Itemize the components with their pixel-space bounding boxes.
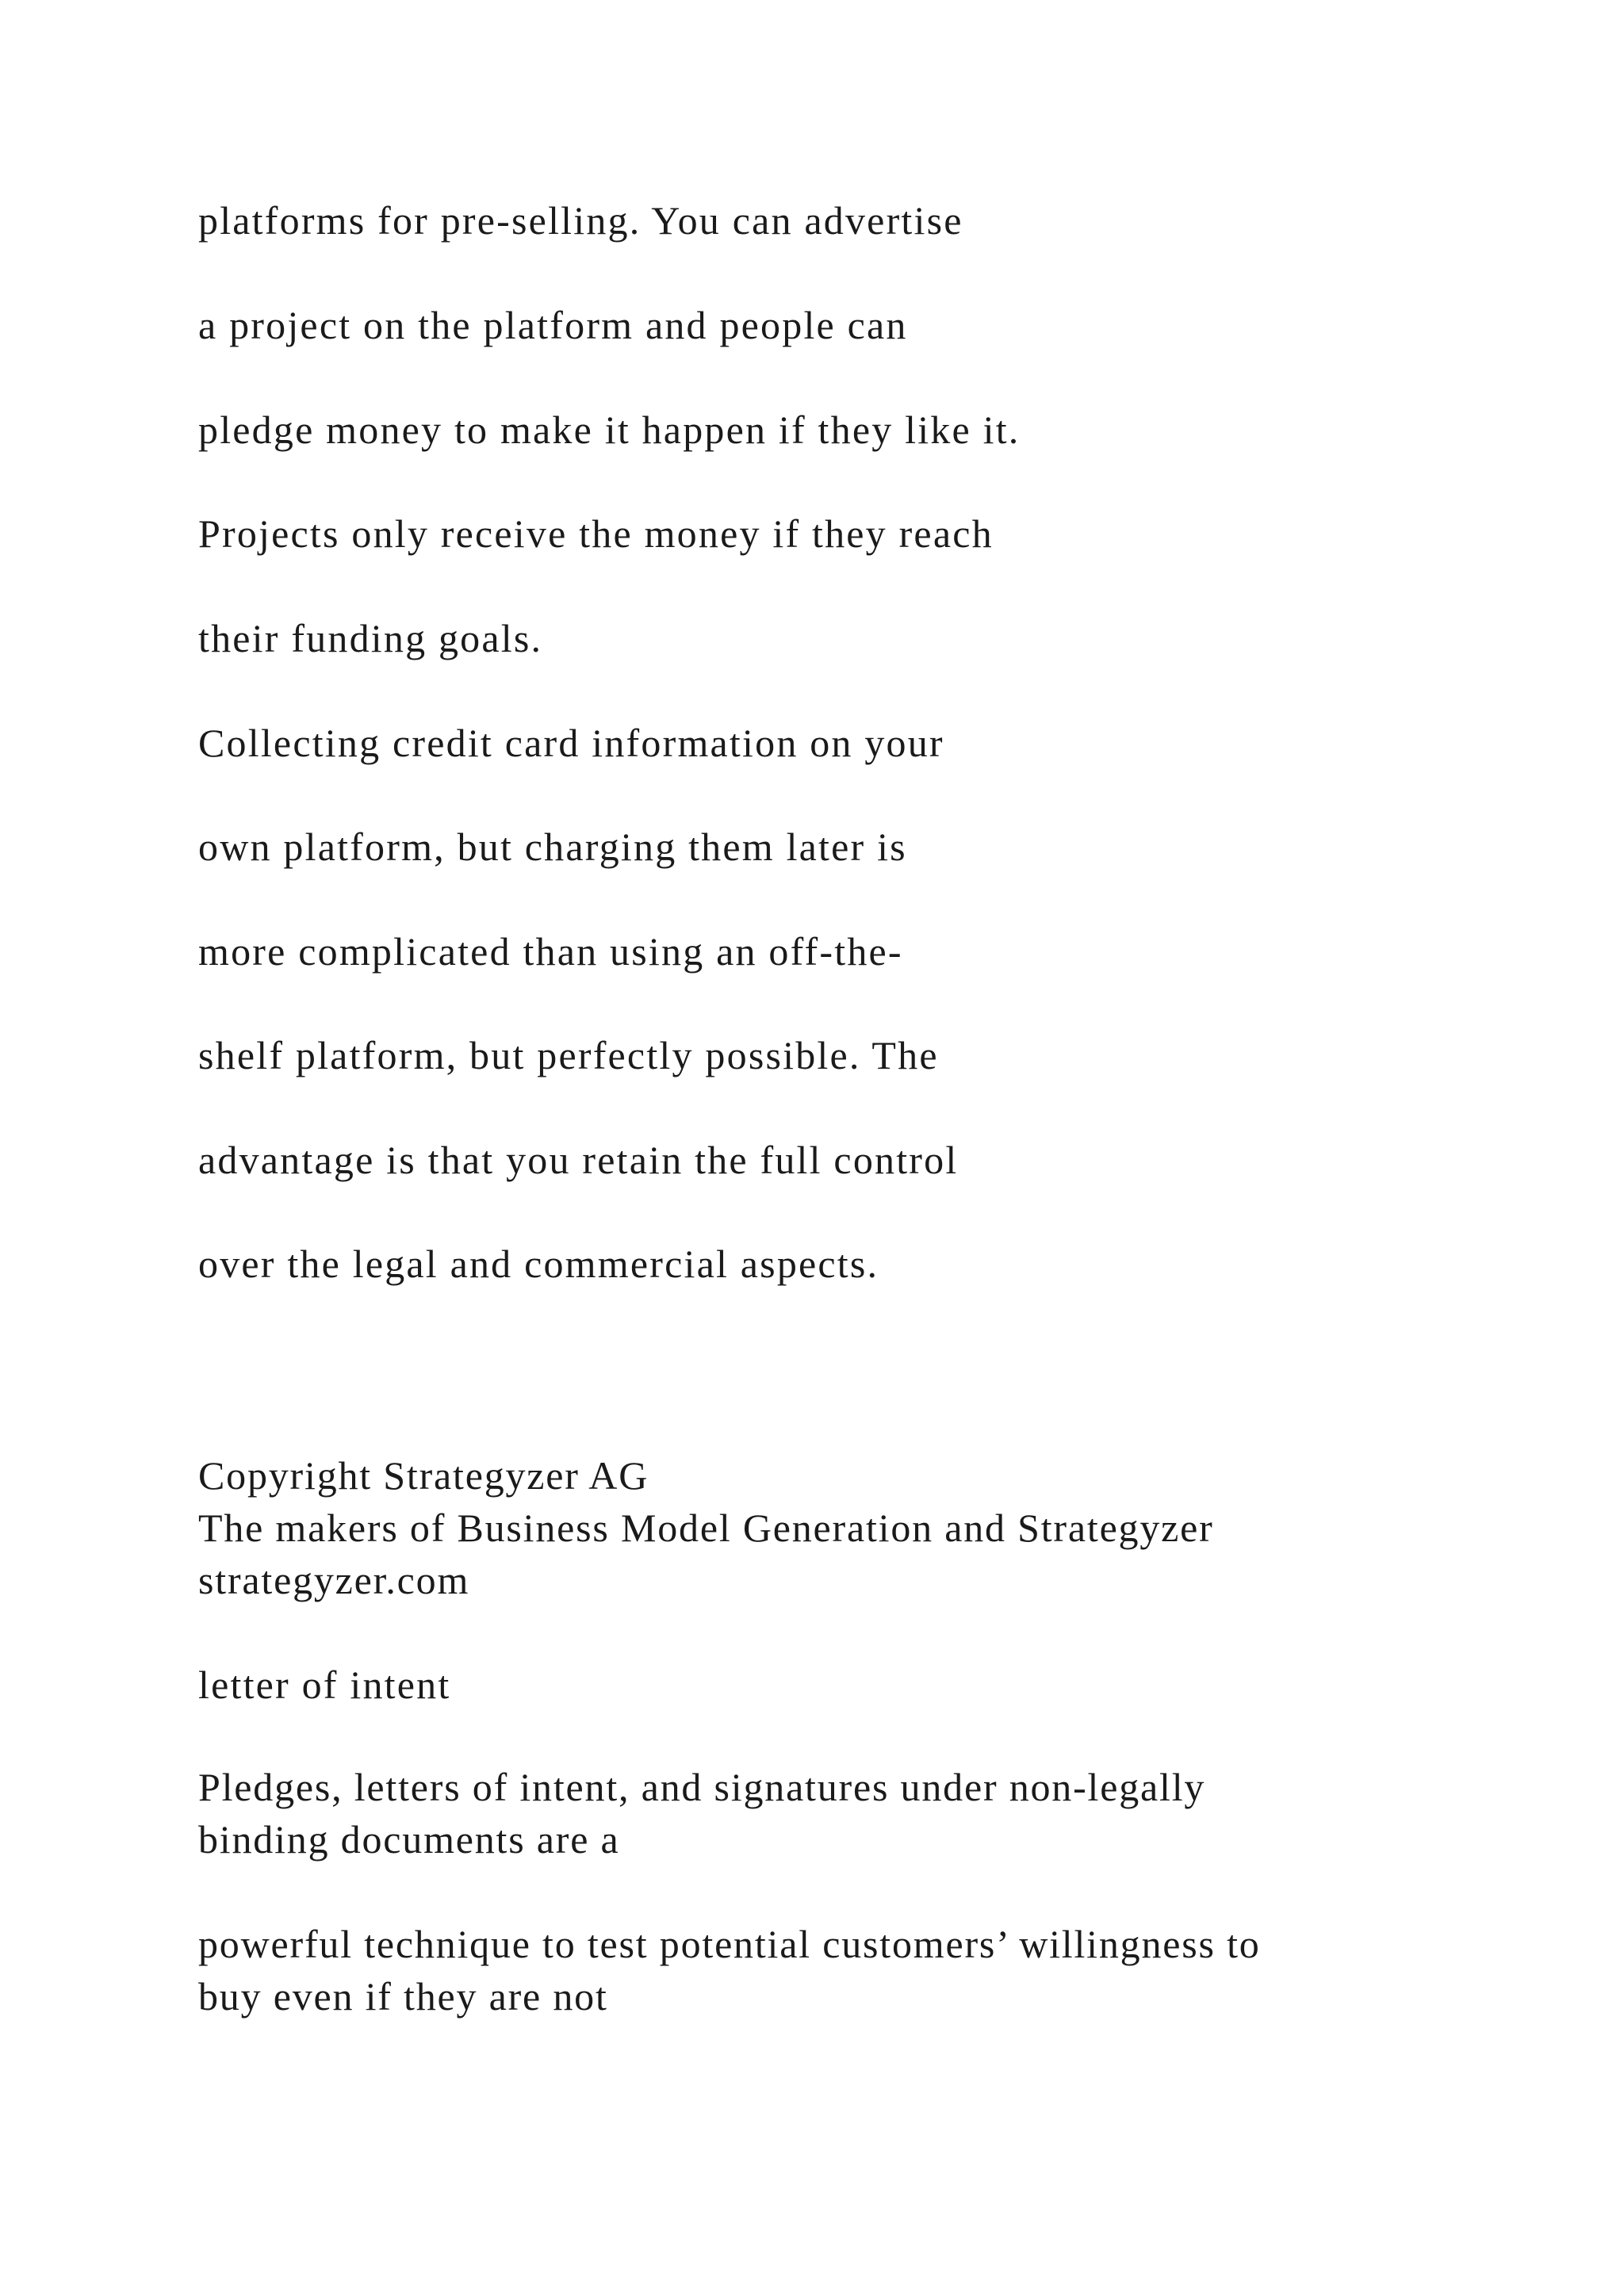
body-line: Collecting credit card information on your	[198, 721, 944, 765]
body-line: pledge money to make it happen if they like it.	[198, 408, 1021, 452]
body-line: platforms for pre-selling. You can advertise	[198, 198, 963, 243]
body-line: advantage is that you retain the full control	[198, 1138, 959, 1182]
body-line: more complicated than using an off-the-	[198, 929, 903, 974]
paragraph-line: Pledges, letters of intent, and signatures under non-legally	[198, 1765, 1206, 1809]
paragraph-line: binding documents are a	[198, 1817, 620, 1862]
copyright-line: Copyright Strategyzer AG	[198, 1453, 649, 1498]
paragraph-line: buy even if they are not	[198, 1974, 608, 2019]
paragraph-line: powerful technique to test potential customers’ willingness to	[198, 1922, 1261, 1966]
section-title: letter of intent	[198, 1663, 451, 1707]
paragraph-pledges	[198, 1761, 1205, 1866]
body-line: own platform, but charging them later is	[198, 825, 907, 869]
body-line: over the legal and commercial aspects.	[198, 1242, 879, 1286]
body-line: shelf platform, but perfectly possible. The	[198, 1033, 939, 1077]
paragraph-technique	[198, 1918, 1261, 2022]
copyright-tagline: The makers of Business Model Generation and Strategyzer	[198, 1506, 1214, 1550]
body-line: a project on the platform and people can	[198, 303, 908, 347]
body-line: their funding goals.	[198, 616, 543, 660]
body-line: Projects only receive the money if they reach	[198, 511, 994, 556]
copyright-website: strategyzer.com	[198, 1558, 470, 1602]
copyright-block	[198, 1449, 1214, 1606]
